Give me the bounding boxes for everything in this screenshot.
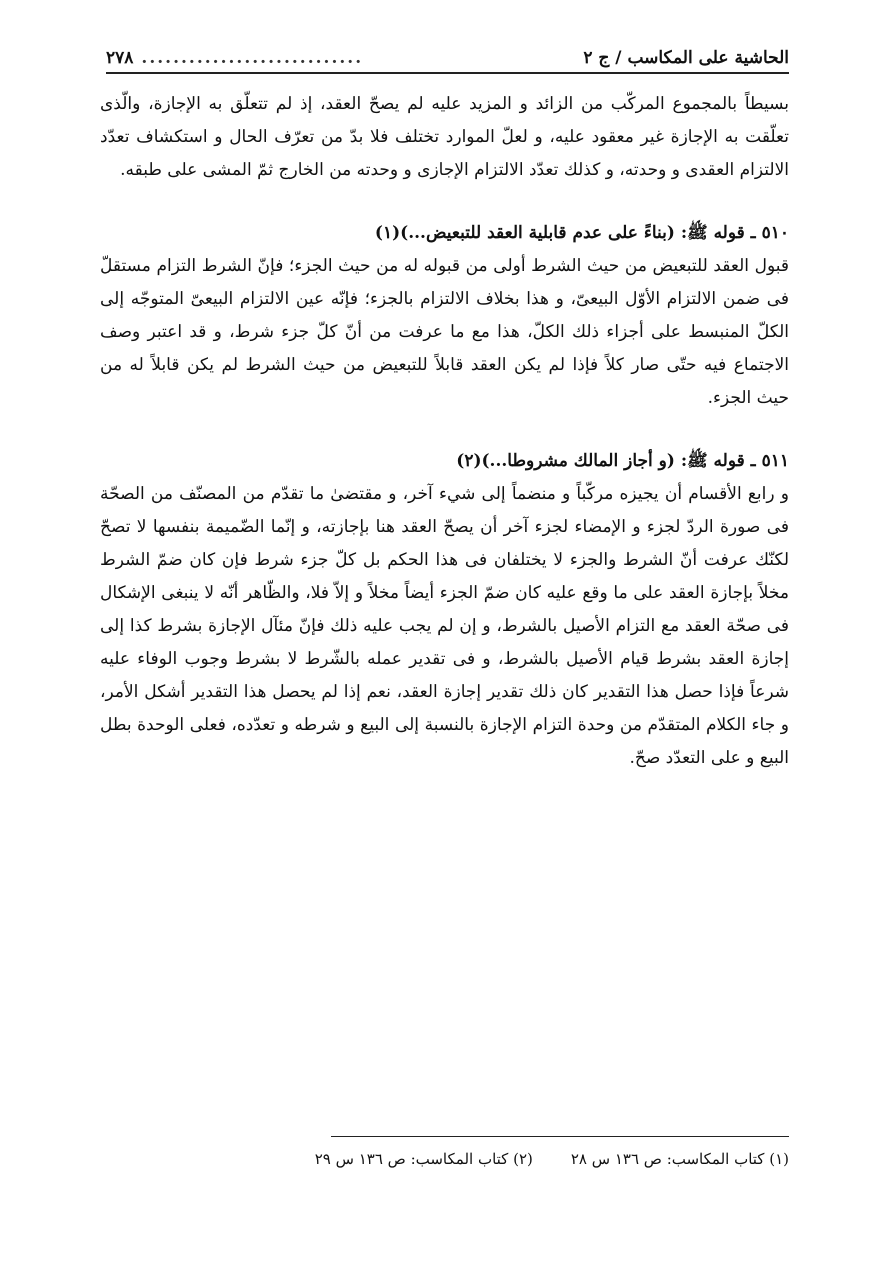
section-heading-511: ٥١١ ـ قوله ﷺ: (و أجاز المالك مشروطا...)(٢) — [456, 451, 789, 471]
footnote-divider — [331, 1136, 789, 1137]
paragraph-continuation: بسيطاً بالمجموع المركّب من الزائد و المزيد عليه لم يصحّ العقد، إذ لم تتعلّق به الإجازة، والّذى تعلّقت به الإجازة غير معقود عليه، و لعلّ الموارد تختلف فلا بدّ من تعرّف الحال و استكشاف تعدّد الالتزام العقدى و وحدته، و كذلك تعدّد الالتزام الإجازى و وحدته من الخارج ثمّ المشى على طبقه. — [100, 94, 789, 180]
footnotes — [180, 1150, 789, 1168]
paragraph-511: و رابع الأقسام أن يجيزه مركّباً و منضماً إلى شيء آخر، و مقتضىٰ ما تقدّم من المصنّف من الصحّة فى صورة الردّ لجزء و الإمضاء لجزء آخر أن يصحّ العقد هنا بإجازته، و إنّما الضّميمة بنفسها لا تصحّ لكنّك عرفت أنّ الشرط والجزء لا يختلفان فى هذا الحكم بل كلّ جزء شرط فإن كان ضمّ الشرط مخلاً بإجازة العقد على ما وقع عليه كان ضمّ الجزء أيضاً مخلاً و إلاّ فلا، والظّاهر أنّه لا ينبغى الإشكال فى صحّة العقد مع التزام الأصيل بالشرط، و إن لم يجب عليه ذلك فإنّ مئآل الإجازة بشرط كذا إلى إجازة العقد بشرط قيام الأصيل بالشرط، و فى تقدير عمله بالشّرط لا بشرط وجوب الوفاء عليه شرعاً فإذا حصل هذا التقدير كان ذلك تقدير إجازة العقد، نعم إذا لم يحصل هذا التقدير أشكل الأمر، و جاء الكلام المتقدّم من وحدة التزام الإجازة بالنسبة إلى البيع و شرطه و تعدّده، فعلى الوحدة بطل البيع و على التعدّد صحّ. — [100, 484, 789, 768]
footnote-2: (٢) كتاب المكاسب: ص ١٣٦ س ٢٩ — [314, 1150, 533, 1168]
running-head-dots: ............................ — [141, 48, 364, 68]
main-text — [100, 88, 789, 775]
page-number: ٢٧٨ — [106, 48, 134, 68]
running-head-title: الحاشية على المكاسب / ج ٢ — [583, 48, 789, 68]
section-heading-510: ٥١٠ ـ قوله ﷺ: (بناءً على عدم قابلية العقد للتبعيض...)(١) — [374, 223, 789, 243]
paragraph-510: قبول العقد للتبعيض من حيث الشرط أولى من قبوله له من حيث الجزء؛ فإنّ الشرط التزام مستقلّ فى ضمن الالتزام الأوّل البيعىّ، و هذا بخلاف الالتزام بالجزء؛ فإنّه عين الالتزام البيعىّ المتوجّه إلى الكلّ المنبسط على أجزاء ذلك الكلّ، هذا مع ما عرفت من أنّ كلّ جزء شرط، و قد اعتبر وصف الاجتماع فيه حتّى صار كلاً فإذا لم يكن العقد قابلاً للتبعيض من حيث الشرط لم يكن قابلاً له من حيث الجزء. — [100, 256, 789, 408]
footnote-1: (١) كتاب المكاسب: ص ١٣٦ س ٢٨ — [570, 1150, 789, 1168]
running-head — [106, 28, 789, 74]
